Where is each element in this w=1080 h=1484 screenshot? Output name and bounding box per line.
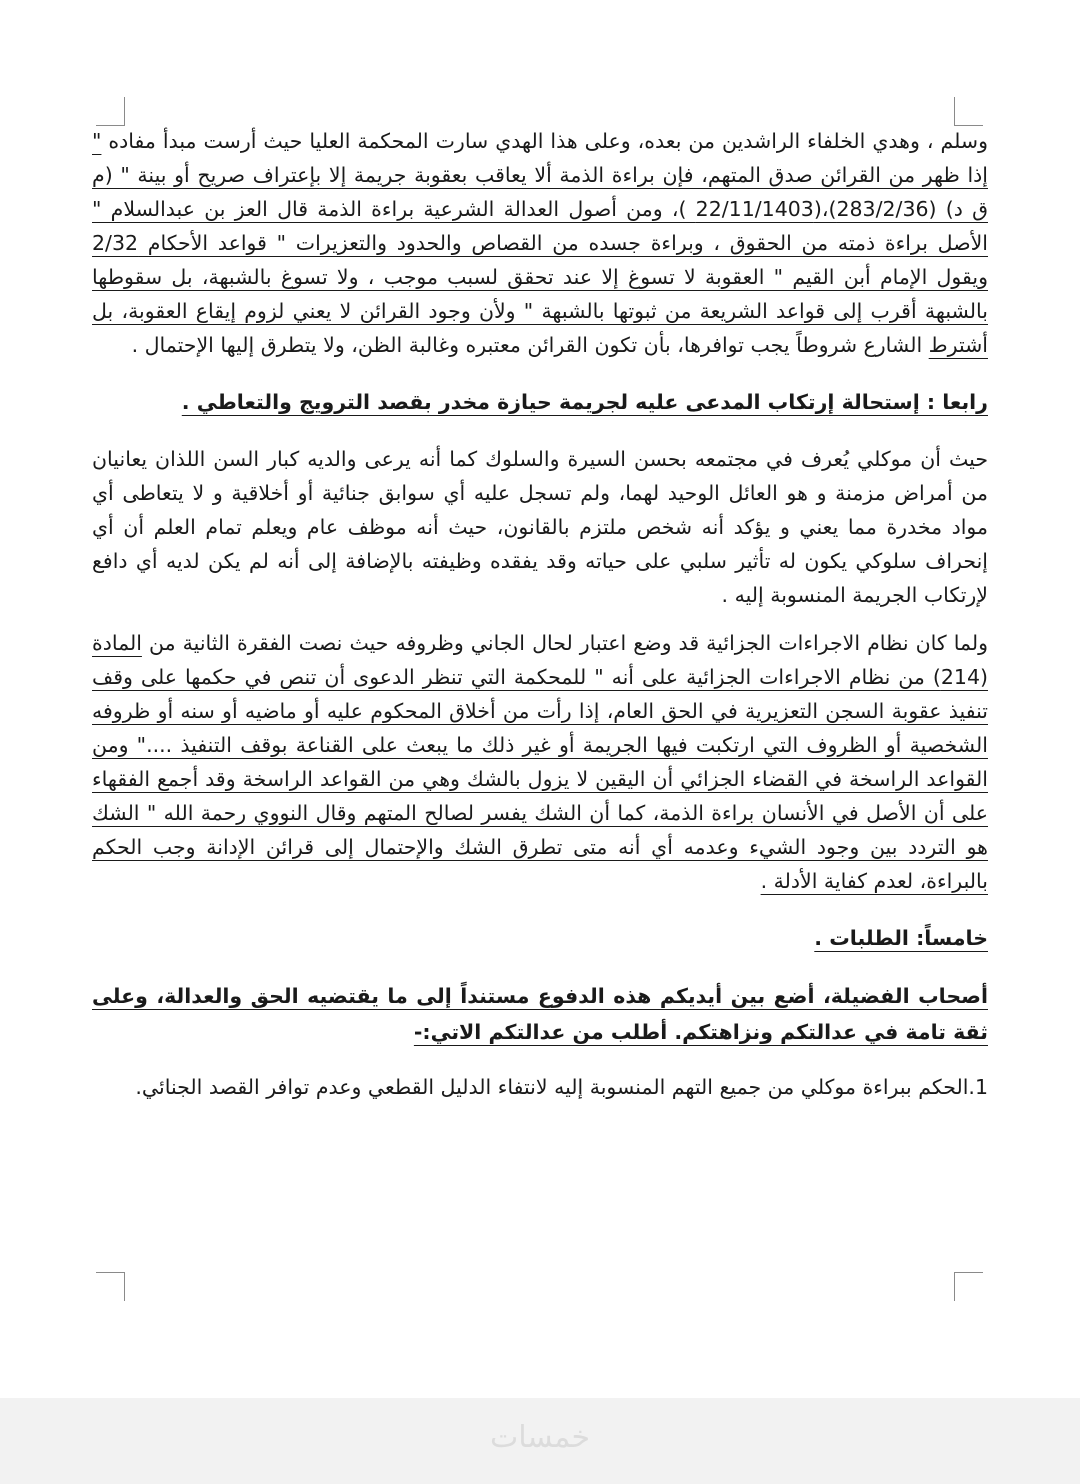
paragraph-principles-intro: وسلم ، وهدي الخلفاء الراشدين من بعده، وعلى هذا الهدي سارت المحكمة العليا حيث أرست مبدأ مفاده: [101, 129, 988, 153]
list-item-text: الحكم ببراءة موكلي من جميع التهم المنسوبة إليه لانتفاء الدليل القطعي وعدم توافر القصد الجنائي.: [135, 1075, 969, 1099]
paragraph-procedures-quote: المادة (214) من نظام الاجراءات الجزائية على أنه " للمحكمة التي تنظر الدعوى أن تنص في حكمها على وقف تنفيذ عقوبة السجن التعزيرية في الحق العام، إذا رأت من أخلاق المحكوم عليه أو ماضيه أو سنه أو ظروفه الشخصية أو الظروف التي ارتكبت فيها الجريمة أو غير ذلك ما يبعث على القناعة بوقف التنفيذ ...." ومن القواعد الراسخة في القضاء الجزائي أن اليقين لا يزول بالشك وهي من القواعد الراسخة وقد أجمع الفقهاء على أن الأصل في الأنسان براءة الذمة، كما أن الشك يفسر لصالح المتهم وقال النووي رحمة الله " الشك هو التردد بين وجود الشيء وعدمه أي أنه متى تطرق الشك والإحتمال إلى قرائن الإدانة وجب الحكم بالبراءة، لعدم كفاية الأدلة .: [92, 631, 988, 893]
requests-list: [92, 1070, 988, 1104]
heading-fourth: رابعا : إستحالة إرتكاب المدعى عليه لجريمة حيازة مخدر بقصد الترويج والتعاطي .: [181, 390, 988, 414]
page-corner-mark-top-left: [96, 97, 125, 126]
list-item-number: 1.: [968, 1075, 988, 1099]
heading-fifth: خامساً: الطلبات .: [814, 926, 988, 950]
paragraph-principles-end: الشارع شروطاً يجب توافرها، بأن تكون القرائن معتبره وغالبة الظن، ولا يتطرق إليها الإحتمال .: [131, 333, 929, 357]
page-corner-mark-top-right: [954, 97, 983, 126]
paragraph-principles-quote: " إذا ظهر من القرائن صدق المتهم، فإن براءة الذمة ألا يعاقب بعقوبة جريمة إلا بإعتراف صريح أو بينة " (م ق د) (283/2/36)،(22/11/1403 )، ومن أصول العدالة الشرعية براءة الذمة قال العز بن عبدالسلام " الأصل براءة ذمته من الحقوق ، وبراءة جسده من القصاص والحدود والتعزيرات " قواعد الأحكام 2/32 ويقول الإمام أبن القيم " العقوبة لا تسوغ إلا عند تحقق لسبب موجب ، ولا تسوغ بالشبهة، بل سقوطها بالشبهة أقرب إلى قواعد الشريعة من ثبوتها بالشبهة " ولأن وجود القرائن لا يعني لزوم إيقاع العقوبة، بل أشترط: [92, 129, 988, 357]
list-item: [92, 1070, 988, 1104]
paragraph-character: حيث أن موكلي يُعرف في مجتمعه بحسن السيرة والسلوك كما أنه يرعى والديه كبار السن اللذان يعانيان من أمراض مزمنة و هو العائل الوحيد لهما، ولم تسجل عليه أي سوابق جنائية أو أخلاقية و لا يتعاطى أي مواد مخدرة مما يعني و يؤكد أنه شخص ملتزم بالقانون، حيث أنه موظف عام ويعلم تمام العلم أن أي إنحراف سلوكي يكون له تأثير سلبي على حياته وقد يفقده وظيفته بالإضافة إلى أنه لم يكن لديه أي دافع لإرتكاب الجريمة المنسوبة إليه .: [92, 447, 988, 607]
page-corner-mark-bottom-right: [954, 1272, 983, 1301]
page-corner-mark-bottom-left: [96, 1272, 125, 1301]
paragraph-procedures-intro: ولما كان نظام الاجراءات الجزائية قد وضع اعتبار لحال الجاني وظروفه حيث نصت الفقرة الثانية من: [141, 631, 988, 655]
watermark-logo: خمسات: [489, 1420, 591, 1455]
paragraph-procedures: [92, 626, 988, 898]
paragraph-requests-intro: أصحاب الفضيلة، أضع بين أيديكم هذه الدفوع مستنداً إلى ما يقتضيه الحق والعدالة، وعلى ثقة تامة في عدالتكم ونزاهتكم. أطلب من عدالتكم الاتي:-: [92, 984, 988, 1044]
footer-bar: [0, 1398, 1080, 1484]
paragraph-principles: [92, 124, 988, 362]
document-body: [92, 124, 988, 1104]
